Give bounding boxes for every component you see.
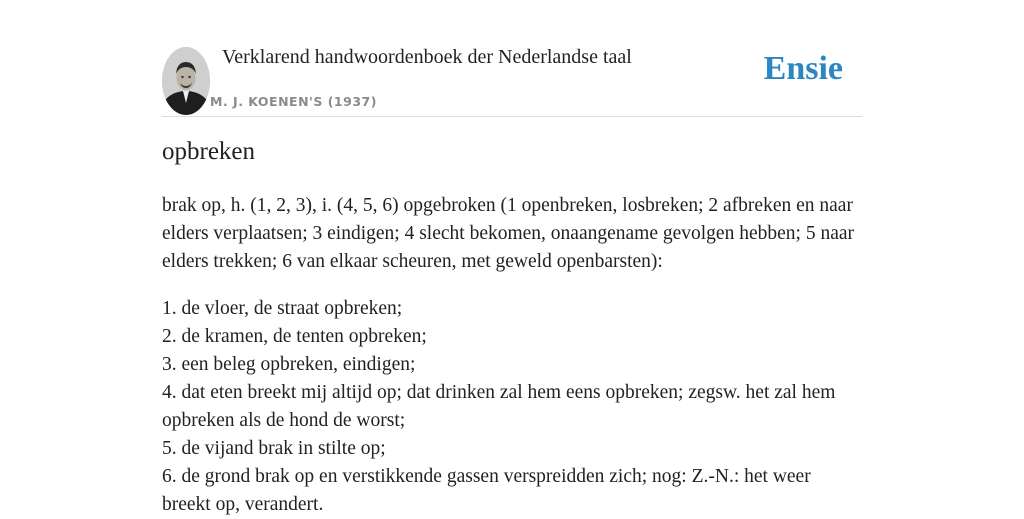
example-item: 4. dat eten breekt mij altijd op; dat drinken zal hem eens opbreken; zegsw. het zal hem opbreken als de hond de worst; bbox=[162, 382, 836, 431]
example-list bbox=[162, 295, 862, 519]
example-item: 2. de kramen, de tenten opbreken; bbox=[162, 326, 427, 347]
example-item: 5. de vijand brak in stilte op; bbox=[162, 438, 386, 459]
example-item: 6. de grond brak op en verstikkende gassen verspreidden zich; nog: Z.-N.: het weer breekt op, verandert. bbox=[162, 466, 811, 515]
entry-definition: brak op, h. (1, 2, 3), i. (4, 5, 6) opgebroken (1 openbreken, losbreken; 2 afbreken en naar elders verplaatsen; 3 eindigen; 4 slecht bekomen, onaangename gevolgen hebben; 5 naar elders trekken; 6 van elkaar scheuren, met geweld openbarsten): bbox=[162, 195, 854, 272]
dictionary-author: M. J. KOENEN'S (1937) bbox=[210, 94, 377, 109]
dictionary-title: Verklarend handwoordenboek der Nederlandse taal bbox=[222, 46, 632, 68]
page bbox=[162, 0, 862, 515]
entry-headword: opbreken bbox=[162, 138, 256, 165]
example-item: 3. een beleg opbreken, eindigen; bbox=[162, 354, 416, 375]
brand-logo-link[interactable]: Ensie bbox=[763, 50, 843, 87]
author-portrait-icon bbox=[162, 47, 210, 115]
dictionary-header bbox=[162, 0, 862, 117]
example-item: 1. de vloer, de straat opbreken; bbox=[162, 298, 403, 319]
